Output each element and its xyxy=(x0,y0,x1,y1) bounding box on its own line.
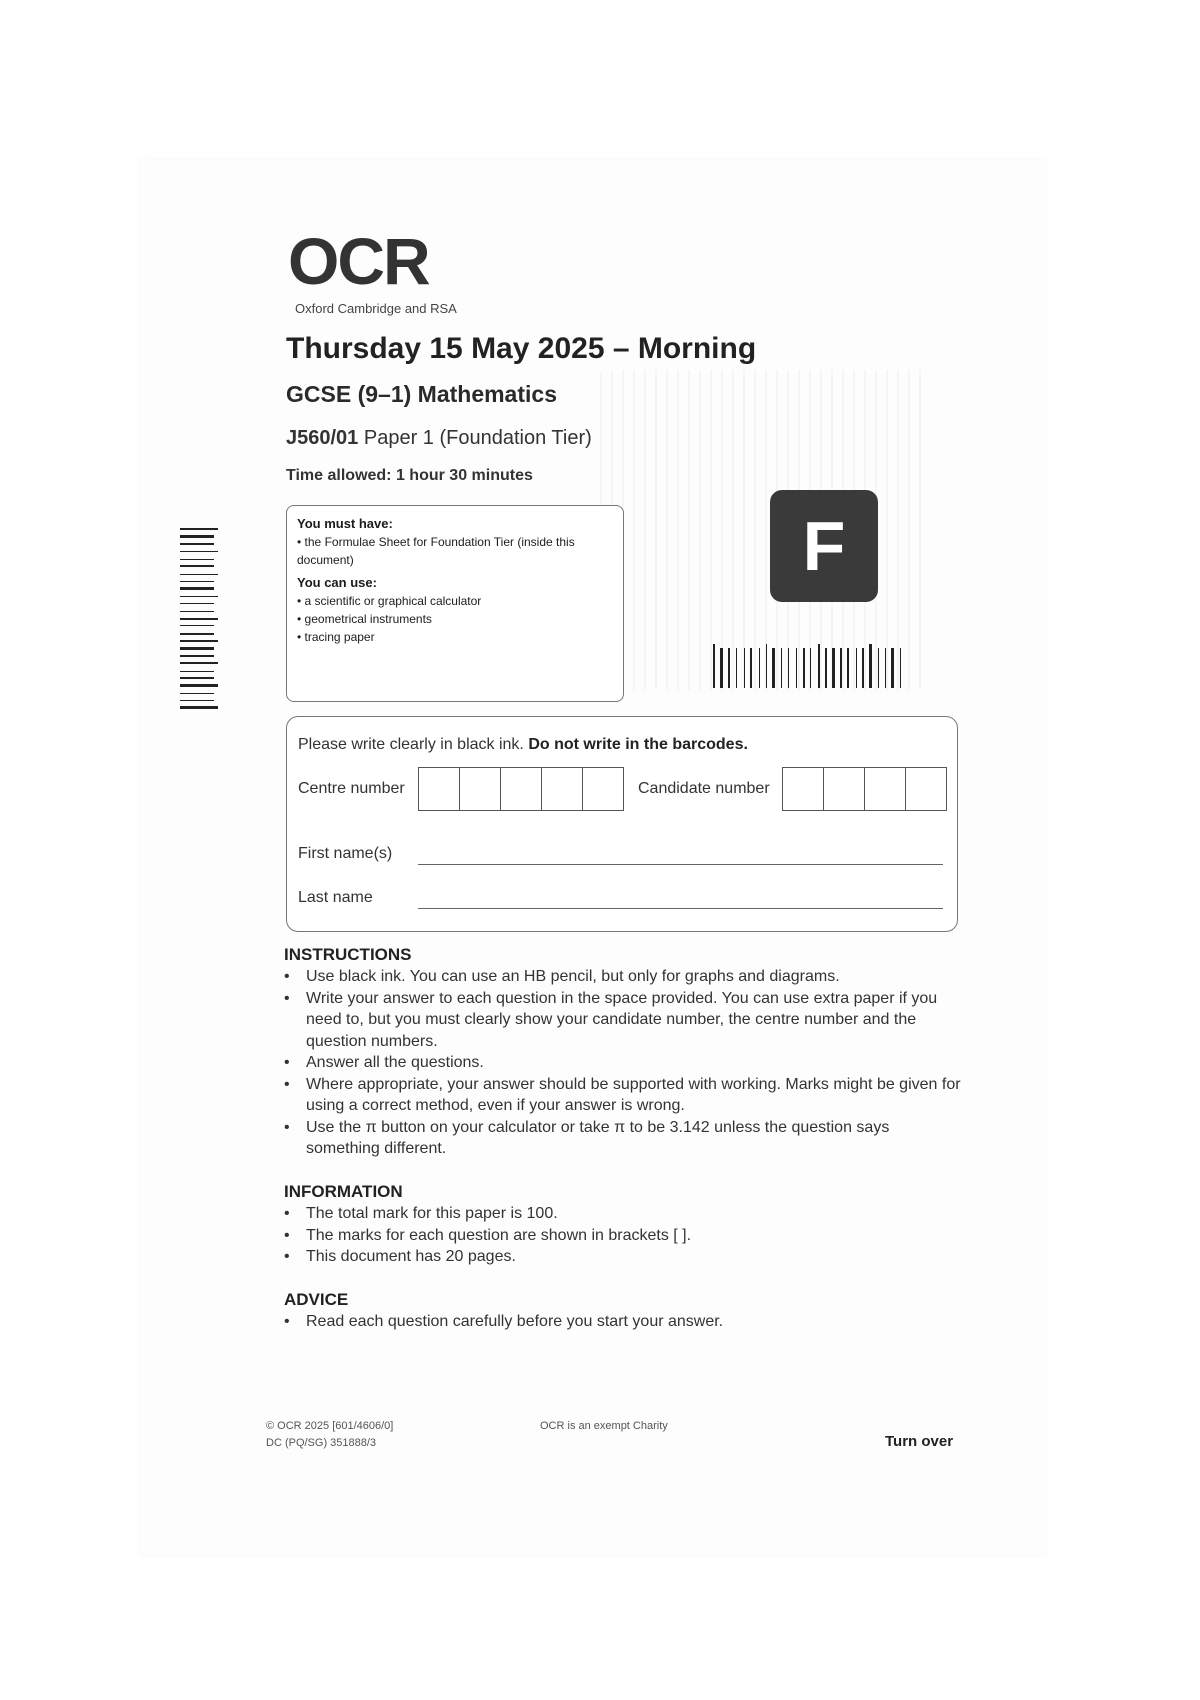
digit-box[interactable] xyxy=(460,768,501,810)
paper-code: J560/01 xyxy=(286,427,359,449)
can-use-heading: You can use: xyxy=(297,575,377,590)
instructions-heading: INSTRUCTIONS xyxy=(284,945,412,964)
last-name-field[interactable] xyxy=(418,908,943,909)
instruction-item: • Use black ink. You can use an HB pencil, but only for graphs and diagrams. xyxy=(282,966,962,988)
digit-box[interactable] xyxy=(906,768,946,810)
instruction-item: • Write your answer to each question in the space provided. You can use extra paper if you need to, but you must clearly show your candidate number, the centre number and the question numbers. xyxy=(282,988,962,1053)
must-have-list xyxy=(297,533,613,569)
centre-number-field[interactable] xyxy=(418,767,624,811)
digit-box[interactable] xyxy=(542,768,583,810)
instruction-item: • Use the π button on your calculator or take π to be 3.142 unless the question says something different. xyxy=(282,1117,962,1160)
candidate-number-field[interactable] xyxy=(782,767,947,811)
digit-box[interactable] xyxy=(583,768,623,810)
digit-box[interactable] xyxy=(783,768,824,810)
first-name-label: First name(s) xyxy=(298,845,393,862)
information-item: • The total mark for this paper is 100. xyxy=(282,1203,962,1225)
can-use-item: • geometrical instruments xyxy=(297,610,613,628)
requirements-box xyxy=(286,505,624,702)
last-name-label: Last name xyxy=(298,889,373,906)
form-instruction: Please write clearly in black ink. Do not write in the barcodes. xyxy=(298,736,748,753)
instructions-list xyxy=(282,966,962,1160)
reference-text: DC (PQ/SG) 351888/3 xyxy=(266,1437,377,1449)
information-item: • This document has 20 pages. xyxy=(282,1246,962,1268)
time-allowed: Time allowed: 1 hour 30 minutes xyxy=(286,467,533,484)
can-use-list xyxy=(297,592,613,646)
exam-subject: GCSE (9–1) Mathematics xyxy=(286,381,557,407)
first-name-field[interactable] xyxy=(418,864,943,865)
advice-heading: ADVICE xyxy=(284,1290,349,1309)
charity-text: OCR is an exempt Charity xyxy=(540,1420,668,1432)
can-use-item: • a scientific or graphical calculator xyxy=(297,592,613,610)
digit-box[interactable] xyxy=(824,768,865,810)
tier-badge: F xyxy=(770,490,878,602)
paper-title xyxy=(286,427,592,450)
turn-over: Turn over xyxy=(885,1433,954,1450)
information-list xyxy=(282,1203,962,1268)
instruction-item: • Where appropriate, your answer should be supported with working. Marks might be given for using a correct method, even if your answer is wrong. xyxy=(282,1074,962,1117)
must-have-item: • the Formulae Sheet for Foundation Tier (inside this document) xyxy=(297,533,613,569)
security-background-pattern xyxy=(600,370,930,690)
centre-number-label: Centre number xyxy=(298,780,405,797)
exam-date: Thursday 15 May 2025 – Morning xyxy=(286,332,757,365)
ocr-logo-subtitle: Oxford Cambridge and RSA xyxy=(295,301,457,316)
copyright-text: © OCR 2025 [601/4606/0] xyxy=(266,1420,394,1432)
candidate-number-label: Candidate number xyxy=(638,780,770,797)
advice-item: • Read each question carefully before you start your answer. xyxy=(282,1311,962,1333)
footer-left xyxy=(266,1418,393,1452)
paper-name: Paper 1 (Foundation Tier) xyxy=(363,427,592,449)
side-barcode xyxy=(180,528,218,716)
can-use-item: • tracing paper xyxy=(297,628,613,646)
digit-box[interactable] xyxy=(501,768,542,810)
ocr-logo: OCR xyxy=(288,224,429,298)
information-heading: INFORMATION xyxy=(284,1182,403,1201)
digit-box[interactable] xyxy=(865,768,906,810)
advice-list xyxy=(282,1311,962,1333)
digit-box[interactable] xyxy=(419,768,460,810)
paper-barcode xyxy=(713,644,931,688)
information-item: • The marks for each question are shown in brackets [ ]. xyxy=(282,1225,962,1247)
instruction-item: • Answer all the questions. xyxy=(282,1052,962,1074)
must-have-heading: You must have: xyxy=(297,516,393,531)
